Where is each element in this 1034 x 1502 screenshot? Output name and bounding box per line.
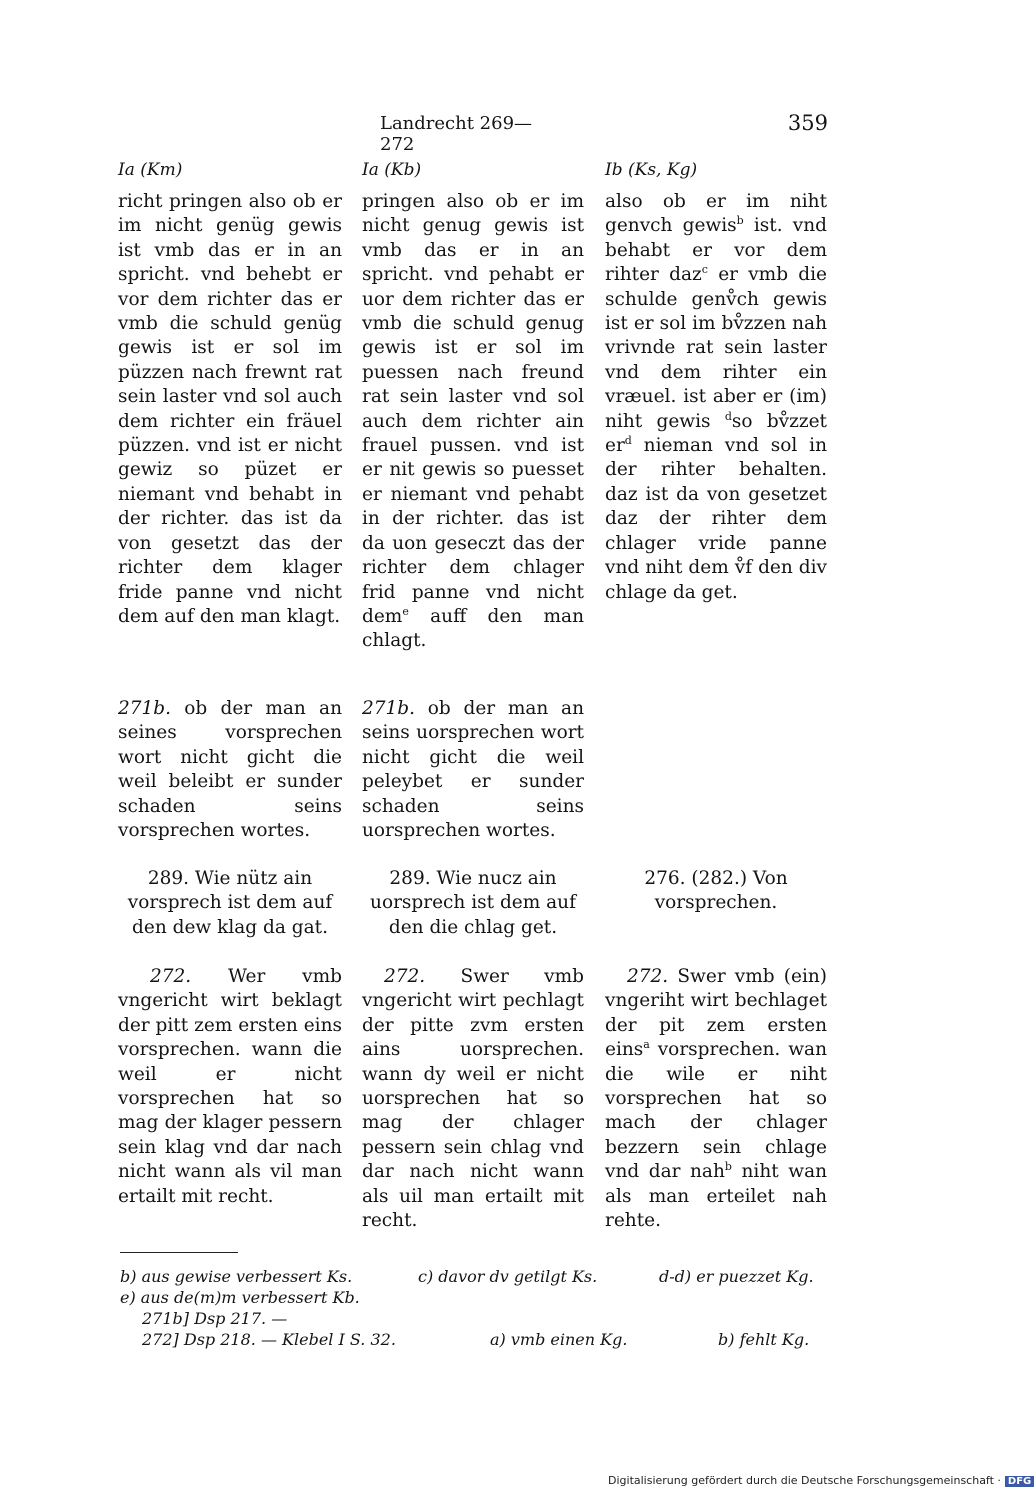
footnote-c: c) davor dv getilgt Ks.: [418, 1267, 598, 1286]
paragraph-text: er vmb die schulde genv̊ch gewis ist er sol im bv̊zzen nah vrivnde rat sein laster vnd dem rihter ein vræuel. ist aber er (im) niht gewis: [605, 264, 827, 432]
paragraph-text: nieman vnd sol in der rihter behalten. daz ist da von gesetzet daz der rihter dem chlager vride panne vnd niht dem v̊f den div chlage da get.: [605, 435, 827, 603]
col2-paragraph-271b: [362, 697, 584, 843]
col2-section-272: [362, 965, 584, 1233]
section-number: 272.: [150, 966, 192, 987]
footnote-272: 272] Dsp 218. — Klebel I S. 32.: [142, 1330, 396, 1349]
footnote-line: [118, 1266, 830, 1287]
credit-text: Digitalisierung gefördert durch die Deutsche Forschungsgemeinschaft ·: [608, 1474, 1001, 1487]
paragraph-text: Swer vmb vngericht wirt pechlagt der pitte zvm ersten ains uorsprechen. wann dy weil er nicht uorsprechen hat so mag der chlager pessern sein chlag vnd dar nach nicht wann als uil man ertailt mit recht.: [362, 966, 584, 1232]
col1-paragraph-272: [118, 965, 342, 1209]
footnote-rule: [120, 1252, 238, 1253]
col3-paragraph: [605, 190, 827, 605]
running-title: Landrecht 269—272: [380, 113, 533, 155]
paragraph-text: ob der man an seines vorsprechen wort nicht gicht die weil beleibt er sunder schaden seins vorsprechen wortes.: [118, 698, 342, 842]
footnote-marker: e: [402, 604, 409, 618]
col1-section-272: [118, 965, 342, 1209]
col2-text-block: [362, 190, 584, 654]
section-number: 271b.: [362, 698, 416, 719]
footnote-line: [118, 1308, 830, 1329]
page-number: 359: [787, 111, 828, 135]
footnote-marker: b: [724, 1160, 732, 1174]
paragraph-text: Wer vmb vngericht wirt beklagt der pitt zem ersten eins vorsprechen. wann die weil er nicht vorsprechen hat so mag der klager pessern sein klag vnd dar nach nicht wann als vil man ertailt mit recht.: [118, 966, 342, 1207]
col2-chapter-heading: [362, 867, 584, 940]
section-number: 272.: [384, 966, 426, 987]
col3-section-272: [605, 965, 827, 1233]
footnote-a: a) vmb einen Kg.: [490, 1330, 628, 1349]
section-number: 272.: [627, 966, 669, 987]
paragraph-text: also ob er im niht genvch gewis: [605, 191, 827, 237]
dfg-logo: DFG: [1005, 1476, 1034, 1487]
column-heading-ia-km: Ia (Km): [118, 160, 183, 180]
col3-paragraph-272: [605, 965, 827, 1233]
col1-paragraph: richt pringen also ob er im nicht genüg gewis ist vmb das er in an spricht. vnd behebt er vor dem richter das er vmb die schuld genüg gewis ist er sol im püzzen nach frewnt rat sein laster vnd sol auch dem richter ein fräuel püzzen. vnd ist er nicht gewiz so püzet er niemant vnd behabt in der richter. das ist da von gesetzt das der richter dem klager fride panne vnd nicht dem auf den man klagt.: [118, 191, 342, 627]
footnote-marker: d: [624, 433, 632, 447]
chapter-heading: 289. Wie nucz ain uorsprech ist dem auf den die chlag get.: [370, 868, 576, 938]
col2-section-271b: [362, 697, 584, 843]
col3-text-block: [605, 190, 827, 605]
column-heading-ia-kb: Ia (Kb): [362, 160, 422, 180]
footnote-line: [118, 1329, 830, 1350]
paragraph-text: vorsprechen. wan die wile er niht vorsprechen hat so mach der chlager bezzern sein chlage vnd dar nah: [605, 1039, 827, 1183]
chapter-heading: 289. Wie nütz ain vorsprech ist dem auf den dew klag da gat.: [127, 868, 333, 938]
footnote-marker: b: [736, 214, 744, 228]
digitization-credit: [608, 1474, 1034, 1487]
paragraph-text: pringen also ob er im nicht genug gewis ist vmb das er in an spricht. vnd pehabt er uor dem richter das er vmb die schuld genug gewis ist er sol im puessen nach freund rat sein laster vnd sol auch dem richter ain frauel pussen. vnd ist er nit gewis so puesset er niemant vnd pehabt in der richter. das ist da uon geseczt das der richter dem chlager frid panne vnd nicht dem: [362, 191, 584, 627]
paragraph-text: so bv̊zzet er: [605, 410, 827, 457]
col1-paragraph-271b: [118, 697, 342, 843]
chapter-heading: 276. (282.) Von vorsprechen.: [644, 868, 788, 914]
paragraph-text: Swer vmb (ein) vngeriht wirt bechlaget der pit zem ersten eins: [605, 966, 827, 1061]
footnote-marker: c: [701, 263, 708, 277]
section-number: 271b.: [118, 698, 172, 719]
col2-paragraph: [362, 190, 584, 654]
paragraph-text: auff den man chlagt.: [362, 605, 584, 652]
col1-section-271b: [118, 697, 342, 843]
footnote-marker: a: [643, 1038, 650, 1052]
paragraph-text: ist. vnd behabt er vor dem rihter daz: [605, 215, 827, 286]
footnote-b: b) aus gewise verbessert Ks.: [120, 1267, 353, 1286]
paragraph-text: ob der man an seins uorsprechen wort nicht gicht die weil peleybet er sunder schaden seins uorsprechen wortes.: [362, 698, 584, 842]
footnote-271b: 271b] Dsp 217. —: [142, 1309, 288, 1328]
col1-chapter-heading: [118, 867, 342, 940]
footnote-marker: d: [724, 409, 732, 423]
col2-paragraph-272: [362, 965, 584, 1233]
paragraph-text: niht wan als man erteilet nah rehte.: [605, 1161, 828, 1232]
col3-chapter-heading: [605, 867, 827, 916]
footnote-line: [118, 1287, 830, 1308]
footnote-b-kg: b) fehlt Kg.: [718, 1330, 810, 1349]
footnote-d: d-d) er puezzet Kg.: [659, 1267, 814, 1286]
footnote-e: e) aus de(m)m verbessert Kb.: [120, 1288, 360, 1307]
footnotes: [118, 1266, 830, 1350]
col1-text-block: [118, 190, 342, 629]
column-heading-ib-ks-kg: Ib (Ks, Kg): [605, 160, 698, 180]
